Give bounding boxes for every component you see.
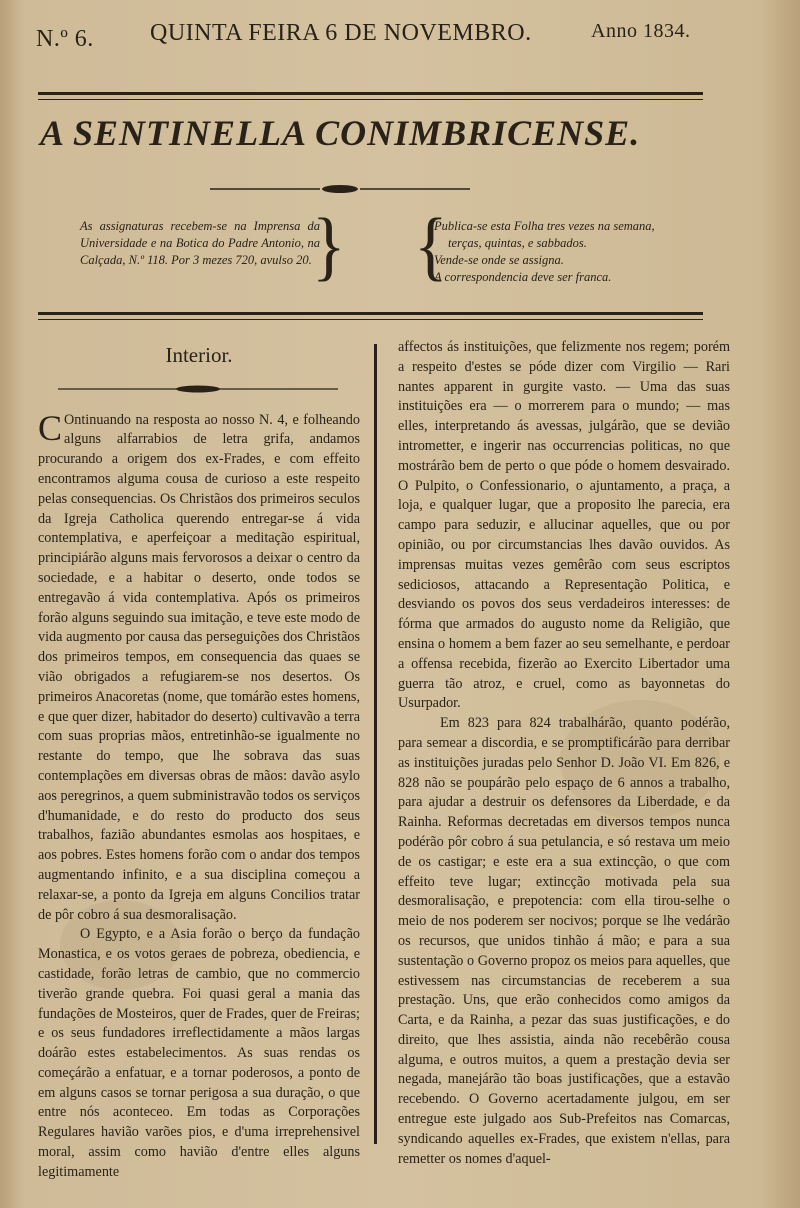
masthead-title: A SENTINELLA CONIMBRICENSE. xyxy=(40,113,641,153)
heading-ornament xyxy=(38,380,360,398)
brace-right: { xyxy=(414,204,448,289)
top-rule xyxy=(38,92,703,95)
top-rule-thin xyxy=(38,99,703,100)
section-rule xyxy=(38,312,703,315)
notice-line-2: terças, quintas, e sabbados. xyxy=(448,236,587,250)
section-heading: Interior. xyxy=(165,343,233,367)
article-column-left xyxy=(38,344,360,1183)
notice-line-1: Publica-se esta Folha tres vezes na semana, xyxy=(434,219,655,233)
subscription-info: As assignaturas recebem-se na Imprensa da Universidade e na Botica do Padre Antonio, na Calçada, N.º 118. Por 3 mezes 720, avulso 20. xyxy=(80,219,320,267)
section-rule-thin xyxy=(38,319,703,320)
paragraph xyxy=(38,407,360,926)
paragraph-text: Ontinuando na resposta ao nosso N. 4, e folheando alguns alfarrabios de letra grifa, andamos procurando a origem dos ex-Frades, e com effeito encontramos alguma cousa de curioso a este respeito pelas consequencias. Os Christãos dos primeiros seculos da Igreja Catholica querendo entregar-se á vida contemplativa, e aperfeiçoar a meditação espiritual, principiárão alguns mais fervorosos a deixar o centro da sociedade, e a habitar o deserto, onde todos se entregavão á vida contemplativa. Após os primeiros forão alguns seguindo sua imitação, e teve este modo de vida augmento por causa das perseguições dos Christãos dos primeiros tempos, em consequencia das quaes se vião obrigados a refugiarem-se nos desertos. Os primeiros Anacoretas (nome, que tomárão estes homens, e que quer dizer, habitador do deserto) cultivavão a terra com suas proprias mãos, entretinhão-se igualmente no restante do tempo, que lhe sobrava das suas contemplações em diversas obras de mãos: davão asylo aos peregrinos, a quem subministravão todos os serviços d'humanidade, e do resto do producto dos seus trabalhos, fazião abundantes esmolas aos hospitaes, e aos pobres. Estes homens forão com o andar dos tempos augmentando infinito, e a sua disciplina começou a relaxar-se, a ponto da Igreja em alguns Concilios tratar de pôr cobro á sua desmoralisação. xyxy=(38,411,360,923)
paragraph: Em 823 para 824 trabalhárão, quanto podérão, para semear a discordia, e se promptificárão para derribar as instituições juradas pelo Senhor D. João VI. Em 826, e 828 não se poupárão pelo espaço de 6 annos a trabalho, para ajudar a destruir os defensores da Liberdade, e da Rainha. Reformas decretadas em diversos tempos nunca podérão pôr cobro á sua petulancia, e só restava um meio de os castigar; e este era a sua extincção, o que com effeito teve lugar; extincção motivada pela sua desmoralisação, e prepotencia: com ella tirou-selhe o meio de nos poderem ser nocivos; porque se lhe vedárão os recursos, que unidos tinhão á mão; e para a sua sustentação o Governo propoz os meios para aquelles, que estivessem nas circumstancias de receberem a sua prestação. Uns, que erão conhecidos como amigos da Carta, e da Rainha, a pezar das suas justificações, e do direito, que lhes assistia, ainda não recebêrão cousa alguma, e outros muitos, a quem a prestação devia ser negada, manejárão tão boas justificações, que a estavão recebendo. O Governo acertadamente julgou, em ser entregue este julgado aos Sub-Prefeitos nas Comarcas, syndicando aquelles ex-Frades, que existem n'ellas, para remetter os nomes d'aquel- xyxy=(398,715,730,1167)
column-divider xyxy=(374,344,377,1144)
paragraph: O Egypto, e a Asia forão o berço da fundação Monastica, e os votos geraes de pobreza, obediencia, e castidade, forão letras de cambio, que no commercio tiverão grande quebra. Foi quasi geral a mania das fundações de Mosteiros, quer de Frades, quer de Freiras; e os seus fundadores irreflectidamente a mãos largas doárão estes estabelecimentos. As suas rendas os começárão a enfatuar, e a tornar poderosos, a ponto de em alguns casos se tornar perigosa a sua duração, o que entre nós aconteceo. Em todas as Corporações Regulares havião varões pios, e d'uma irreprehensivel moral, assim como havião d'entre elles alguns legitimamente xyxy=(38,926,360,1180)
issue-date: QUINTA FEIRA 6 DE NOVEMBRO. xyxy=(150,20,532,46)
publication-notice xyxy=(434,218,694,286)
issue-number: N.º 6. xyxy=(36,26,94,52)
notice-line-4: A correspondencia deve ser franca. xyxy=(434,270,612,284)
brace-left: } xyxy=(312,204,346,289)
issue-year: Anno 1834. xyxy=(591,20,691,42)
article-column-right xyxy=(398,338,730,1169)
notice-line-3: Vende-se onde se assigna. xyxy=(434,253,564,267)
paragraph: affectos ás instituições, que felizmente nos regem; porém a respeito d'estes se póde dizer com Virgilio — Rari nantes apparent in gurgite vasto. — Uma das suas instituições era — o morrerem para o mundo; — mas elles, interpretando ás avessas, julgárão, que se devião intrometter, e ingerir nas occurrencias politicas, no que mostrárão bem de perto o que póde o homem desvairado. O Pulpito, o Confessionario, o ajuntamento, a praça, a loja, e qualquer lugar, que a proposito lhe parecia, era campo para seduzir, e allucinar aquelles, que ou por opinião, ou por circumstancias lhes davão ouvidos. As imprensas muitas vezes gemêrão com seus escriptos sediciosos, attacando a Representação Politica, e desviando os povos dos seus verdadeiros interesses: de fórma que armados do augusto nome da Religião, que ensina o homem a bem fazer ao seu semelhante, e perdoar a offensa recebida, fizerão ao Exercito Libertador uma guerra tão atroz, e cruel, como as bayonnetas do Usurpador. xyxy=(398,339,730,712)
ornament-divider xyxy=(210,184,470,194)
drop-cap: C xyxy=(38,407,63,448)
header-line xyxy=(36,20,706,56)
